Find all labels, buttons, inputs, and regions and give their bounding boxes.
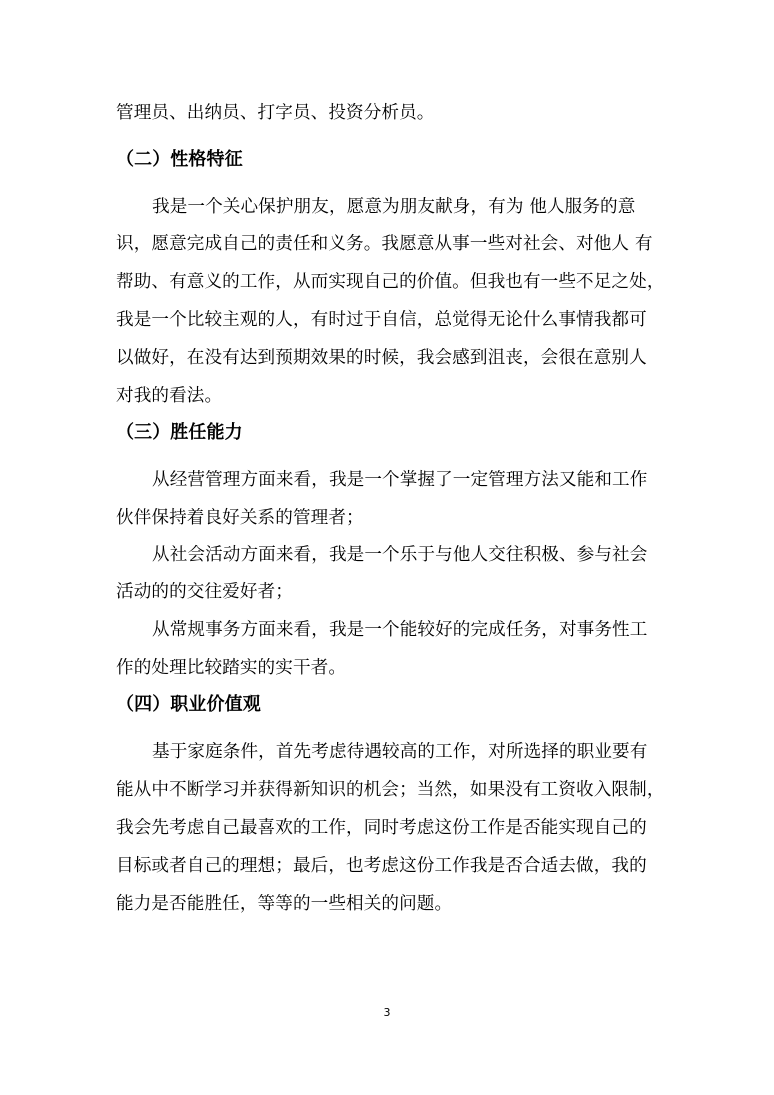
body-text-line: 活动的的交往爱好者； <box>116 582 293 602</box>
body-text-line: 我是一个关心保护朋友，愿意为朋友献身，有为 他人服务的意 <box>152 197 636 217</box>
page-number: 3 <box>383 1006 391 1019</box>
body-text-line: 能力是否能胜任，等等的一些相关的问题。 <box>116 894 453 914</box>
body-text-line: 伙伴保持着良好关系的管理者； <box>116 508 364 528</box>
body-text-line: 作的处理比较踏实的实干者。 <box>116 658 347 678</box>
section-heading-personality: （二）性格特征 <box>116 149 243 170</box>
section-heading-career-values: （四）职业价值观 <box>116 694 261 715</box>
body-text-line: 我会先考虑自己最喜欢的工作，同时考虑这份工作是否能实现自己的 <box>116 818 647 838</box>
body-text-line: 我是一个比较主观的人，有时过于自信，总觉得无论什么事情我都可 <box>116 310 647 330</box>
body-text-line: 目标或者自己的理想；最后，也考虑这份工作我是否合适去做，我的 <box>116 856 647 876</box>
body-text-line: 帮助、有意义的工作，从而实现自己的价值。但我也有一些不足之处， <box>116 272 665 292</box>
section-heading-competence: （三）胜任能力 <box>116 422 243 443</box>
body-text-line: 能从中不断学习并获得新知识的机会；当然，如果没有工资收入限制， <box>116 780 665 800</box>
body-text-line: 基于家庭条件，首先考虑待遇较高的工作，对所选择的职业要有 <box>152 742 648 762</box>
body-text-line: 从常规事务方面来看，我是一个能较好的完成任务，对事务性工 <box>152 620 648 640</box>
body-text-line: 对我的看法。 <box>116 386 223 406</box>
body-text-line: 从社会活动方面来看，我是一个乐于与他人交往积极、参与社会 <box>152 545 648 565</box>
body-text-line: 从经营管理方面来看，我是一个掌握了一定管理方法又能和工作 <box>152 470 648 490</box>
body-text-line: 管理员、出纳员、打字员、投资分析员。 <box>116 103 435 123</box>
body-text-line: 以做好，在没有达到预期效果的时候，我会感到沮丧，会很在意别人 <box>116 348 647 368</box>
body-text-line: 识，愿意完成自己的责任和义务。我愿意从事一些对社会、对他人 有 <box>116 234 653 254</box>
